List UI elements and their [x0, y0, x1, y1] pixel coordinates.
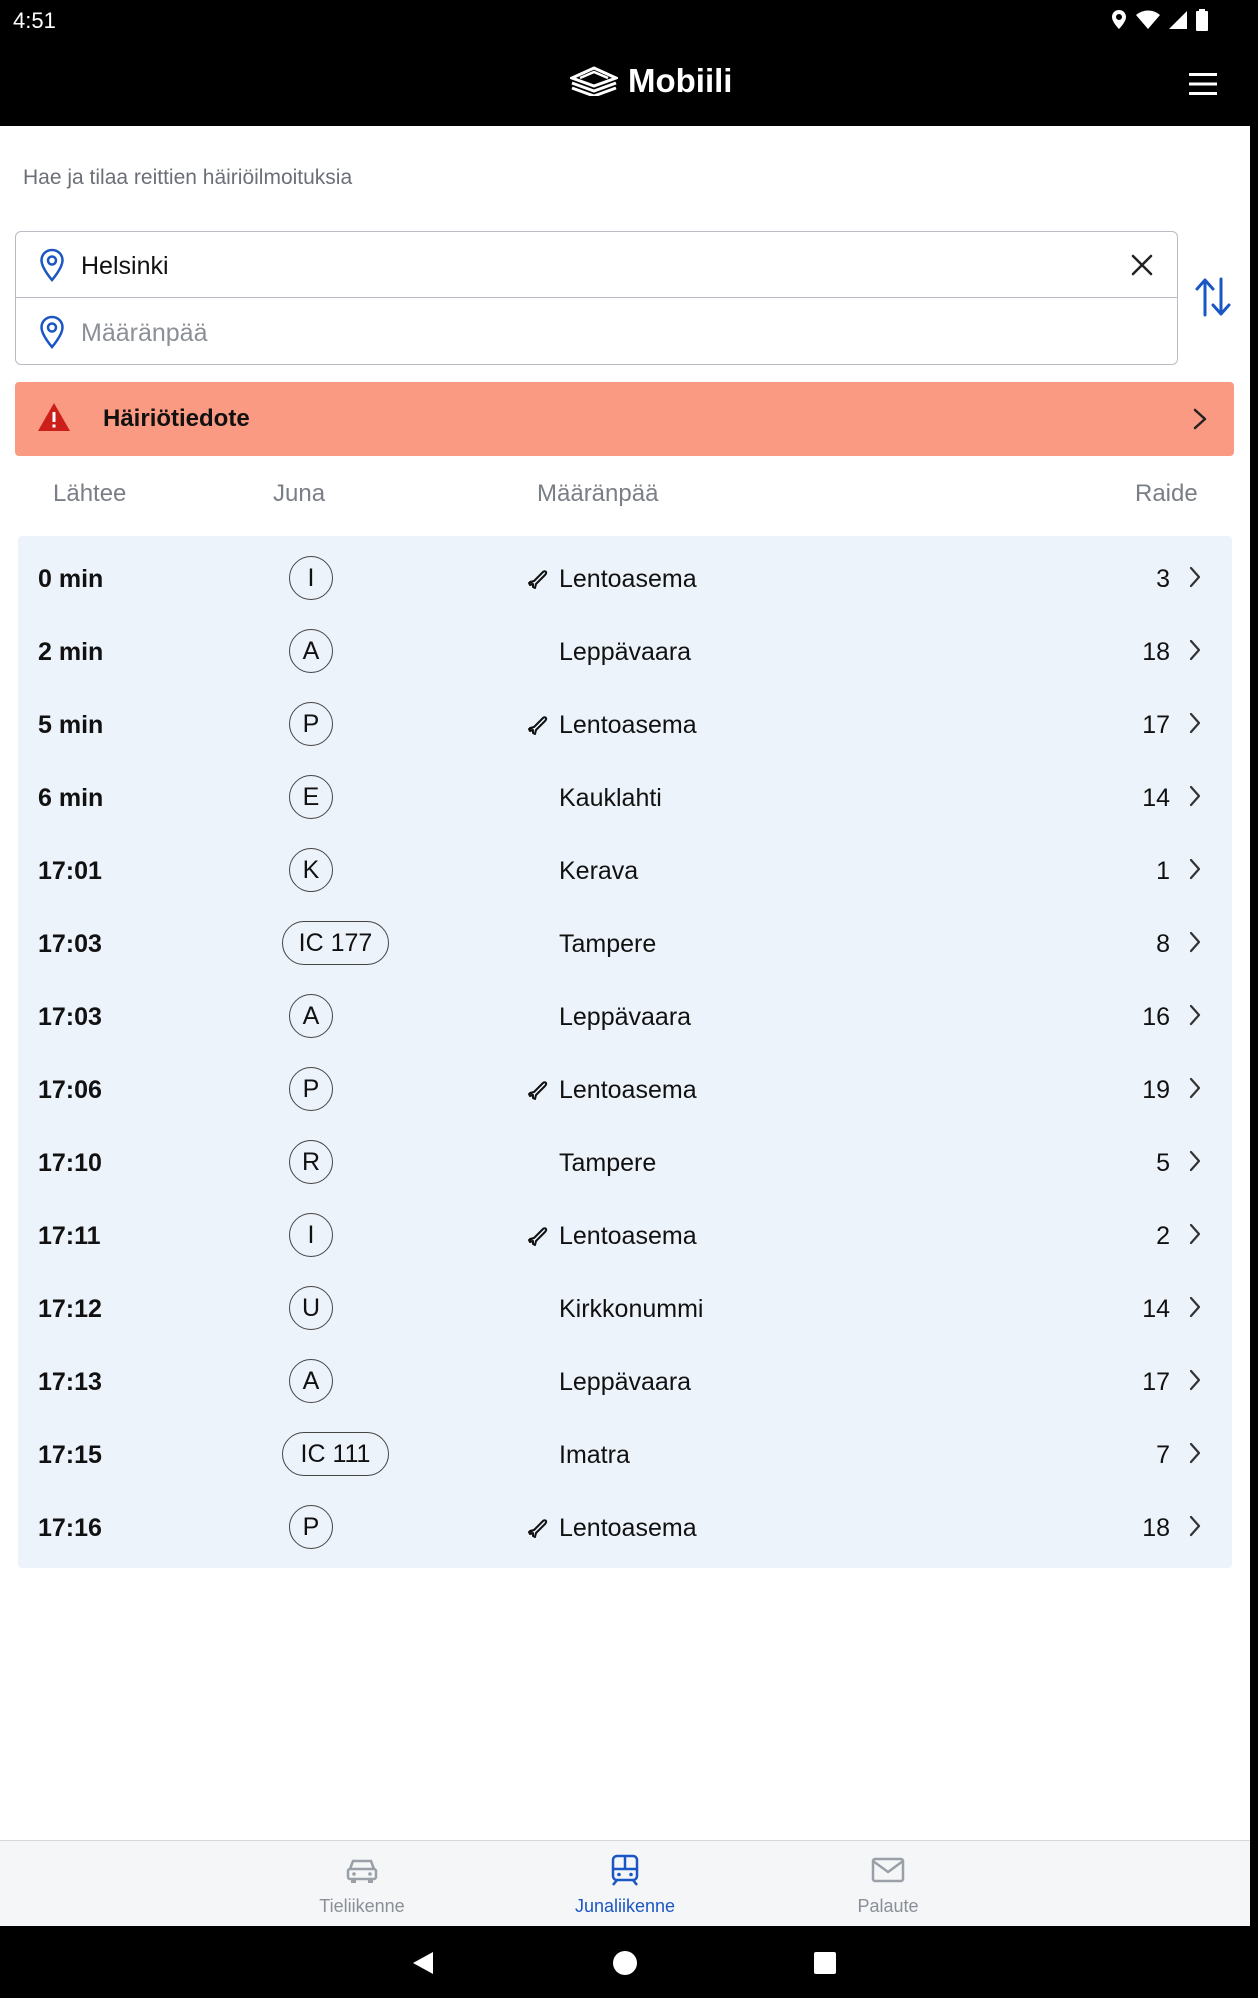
- departure-track: 19: [1142, 1076, 1170, 1104]
- destination-placeholder: Määränpää: [81, 319, 208, 347]
- train-badge: I: [289, 1213, 333, 1257]
- departure-track: 8: [1156, 930, 1170, 958]
- alert-label: Häiriötiedote: [103, 405, 250, 432]
- chevron-right-icon: [1192, 407, 1208, 431]
- departure-track: 18: [1142, 638, 1170, 666]
- train-icon: [607, 1853, 643, 1887]
- train-badge: IC 111: [282, 1432, 389, 1476]
- departure-row[interactable]: [18, 1412, 1232, 1495]
- airplane-icon: [527, 714, 549, 736]
- departure-time: 17:06: [38, 1076, 102, 1104]
- chevron-right-icon: [1188, 1150, 1202, 1172]
- departure-row[interactable]: [18, 609, 1232, 692]
- train-badge: I: [289, 556, 333, 600]
- recents-icon[interactable]: [813, 1951, 837, 1975]
- column-header-train: Juna: [273, 480, 326, 507]
- nav-label-train: Junaliikenne: [574, 1896, 676, 1916]
- departure-destination: Lentoasema: [559, 565, 697, 593]
- departure-time: 17:01: [38, 857, 102, 885]
- column-header-destination: Määränpää: [537, 480, 659, 507]
- train-badge: P: [289, 702, 333, 746]
- chevron-right-icon: [1188, 639, 1202, 661]
- screen-edge: [1250, 42, 1258, 1840]
- chevron-right-icon: [1188, 712, 1202, 734]
- chevron-right-icon: [1188, 1442, 1202, 1464]
- location-status-icon: [1110, 9, 1128, 31]
- app-title: Mobiili: [628, 62, 733, 99]
- departure-row[interactable]: [18, 1339, 1232, 1422]
- departure-track: 17: [1142, 711, 1170, 739]
- airplane-icon: [527, 1079, 549, 1101]
- chevron-right-icon: [1188, 858, 1202, 880]
- disruption-alert-banner[interactable]: [15, 382, 1234, 456]
- departure-time: 6 min: [38, 784, 104, 812]
- nav-tab-road-traffic[interactable]: [262, 1841, 462, 1927]
- departure-row[interactable]: [18, 1193, 1232, 1276]
- chevron-right-icon: [1188, 1077, 1202, 1099]
- departure-track: 18: [1142, 1514, 1170, 1542]
- departure-track: 16: [1142, 1003, 1170, 1031]
- departure-destination: Leppävaara: [559, 1003, 692, 1031]
- train-badge: P: [289, 1505, 333, 1549]
- train-badge: K: [289, 848, 333, 892]
- status-bar: [0, 0, 1258, 42]
- departure-time: 17:13: [38, 1368, 102, 1396]
- column-header-track: Raide: [1135, 480, 1198, 507]
- departure-track: 17: [1142, 1368, 1170, 1396]
- train-badge: R: [289, 1140, 333, 1184]
- app-header: [0, 42, 1250, 126]
- train-badge: A: [289, 629, 333, 673]
- departure-destination: Tampere: [559, 930, 657, 958]
- departure-track: 2: [1156, 1222, 1170, 1250]
- back-icon[interactable]: [410, 1950, 436, 1976]
- departure-destination: Leppävaara: [559, 1368, 692, 1396]
- departure-time: 17:03: [38, 930, 102, 958]
- battery-icon: [1196, 9, 1208, 31]
- departure-row[interactable]: [18, 1120, 1232, 1203]
- swap-direction-icon[interactable]: [1193, 275, 1233, 319]
- chevron-right-icon: [1188, 1296, 1202, 1318]
- departure-time: 17:11: [38, 1222, 101, 1250]
- wifi-icon: [1136, 10, 1160, 30]
- column-header-departs: Lähtee: [53, 480, 127, 507]
- chevron-right-icon: [1188, 785, 1202, 807]
- train-badge: A: [289, 1359, 333, 1403]
- departure-track: 7: [1156, 1441, 1170, 1469]
- departure-row[interactable]: [18, 1266, 1232, 1349]
- departure-destination: Lentoasema: [559, 1076, 697, 1104]
- departure-row[interactable]: [18, 901, 1232, 984]
- departure-time: 5 min: [38, 711, 104, 739]
- status-time: 4:51: [13, 8, 56, 33]
- nav-label-feedback: Palaute: [857, 1896, 919, 1916]
- train-badge: E: [289, 775, 333, 819]
- departure-row[interactable]: [18, 974, 1232, 1057]
- nav-tab-train-traffic[interactable]: [525, 1841, 725, 1927]
- home-icon[interactable]: [612, 1950, 638, 1976]
- destination-field[interactable]: [16, 299, 1177, 365]
- brand: [570, 62, 732, 100]
- chevron-right-icon: [1188, 931, 1202, 953]
- bottom-navigation: [0, 1840, 1250, 1926]
- train-badge: IC 177: [282, 921, 389, 965]
- warning-icon: [37, 402, 71, 432]
- airplane-icon: [527, 1517, 549, 1539]
- chevron-right-icon: [1188, 1223, 1202, 1245]
- mail-icon: [870, 1853, 906, 1887]
- train-badge: A: [289, 994, 333, 1038]
- location-pin-icon: [36, 247, 68, 283]
- chevron-right-icon: [1188, 566, 1202, 588]
- departure-destination: Lentoasema: [559, 711, 697, 739]
- train-badge: P: [289, 1067, 333, 1111]
- departure-track: 14: [1142, 784, 1170, 812]
- route-search-box: [15, 231, 1178, 365]
- departure-destination: Tampere: [559, 1149, 657, 1177]
- logo-icon: [570, 66, 618, 96]
- departure-row[interactable]: [18, 755, 1232, 838]
- departure-time: 0 min: [38, 565, 104, 593]
- departure-time: 17:03: [38, 1003, 102, 1031]
- chevron-right-icon: [1188, 1369, 1202, 1391]
- departure-track: 3: [1156, 565, 1170, 593]
- departure-time: 2 min: [38, 638, 104, 666]
- status-icons: [1110, 9, 1208, 31]
- chevron-right-icon: [1188, 1004, 1202, 1026]
- chevron-right-icon: [1188, 1515, 1202, 1537]
- clear-icon[interactable]: [1127, 250, 1157, 280]
- departure-track: 5: [1156, 1149, 1170, 1177]
- departure-time: 17:16: [38, 1514, 102, 1542]
- departure-row[interactable]: [18, 1485, 1232, 1568]
- departure-row[interactable]: [18, 828, 1232, 911]
- departure-destination: Leppävaara: [559, 638, 692, 666]
- departure-destination: Imatra: [559, 1441, 630, 1469]
- system-navigation-bar: [0, 1926, 1258, 1998]
- train-badge: U: [289, 1286, 333, 1330]
- departure-time: 17:12: [38, 1295, 102, 1323]
- page-subtitle: Hae ja tilaa reittien häiriöilmoituksia: [23, 166, 353, 189]
- nav-tab-feedback[interactable]: [788, 1841, 988, 1927]
- signal-icon: [1168, 10, 1188, 30]
- departure-row[interactable]: [18, 682, 1232, 765]
- departure-destination: Lentoasema: [559, 1222, 697, 1250]
- departure-row[interactable]: [18, 536, 1232, 619]
- departure-time: 17:15: [38, 1441, 102, 1469]
- nav-label-road: Tieliikenne: [319, 1896, 405, 1916]
- origin-value: Helsinki: [81, 252, 169, 280]
- departure-destination: Kerava: [559, 857, 639, 885]
- main-content: [0, 126, 1250, 1840]
- departure-time: 17:10: [38, 1149, 102, 1177]
- departure-destination: Lentoasema: [559, 1514, 697, 1542]
- location-pin-icon: [36, 314, 68, 350]
- departure-row[interactable]: [18, 1047, 1232, 1130]
- origin-field[interactable]: [16, 232, 1177, 298]
- hamburger-menu-icon[interactable]: [1186, 70, 1220, 98]
- car-icon: [344, 1853, 380, 1887]
- departure-destination: Kirkkonummi: [559, 1295, 704, 1323]
- airplane-icon: [527, 568, 549, 590]
- departure-track: 1: [1156, 857, 1170, 885]
- departure-destination: Kauklahti: [559, 784, 662, 812]
- airplane-icon: [527, 1225, 549, 1247]
- departure-track: 14: [1142, 1295, 1170, 1323]
